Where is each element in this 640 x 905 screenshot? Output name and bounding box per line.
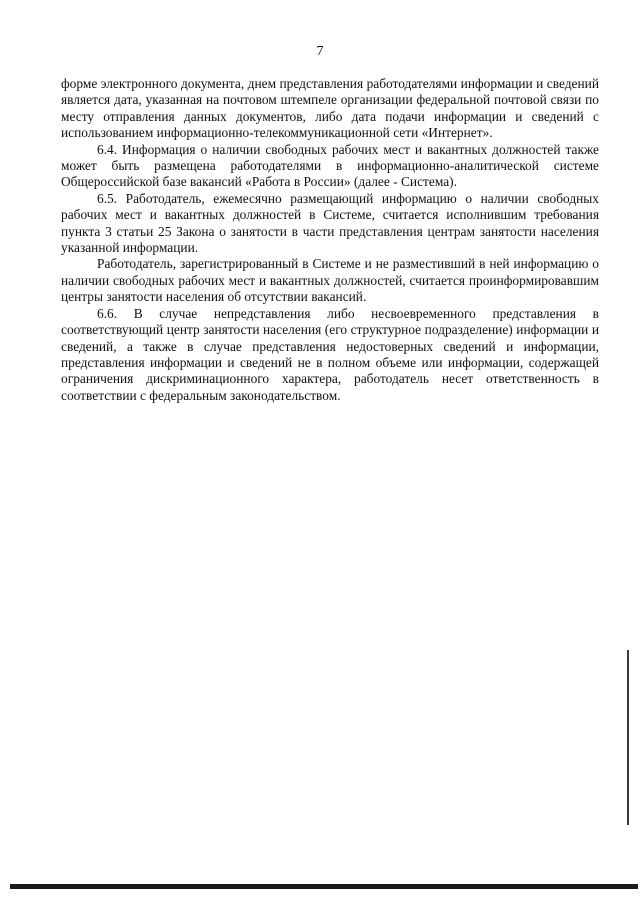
paragraph-6-6: 6.6. В случае непредставления либо несвоевременного представления в соответствующий центр занятости населения (его структурное подразделение) информации и сведений, а также в случае представления недостоверных сведений и информации, представления информации и сведений не в полном объеме или информации, содержащей ограничения дискриминационного характера, работодатель несет ответственность в соответствии с федеральным законодательством. [61,305,599,403]
page-number: 7 [316,44,324,59]
scan-edge-mark [627,650,629,825]
paragraph-employer-registered: Работодатель, зарегистрированный в Системе и не разместивший в ней информацию о наличии свободных рабочих мест и вакантных должностей, считается проинформировавшим центры занятости населения об отсутствии вакансий. [61,256,599,305]
paragraph-6-4: 6.4. Информация о наличии свободных рабочих мест и вакантных должностей также может быть размещена работодателями в информационно-аналитической системе Общероссийской базе вакансий «Работа в России» (далее - Система). [61,141,599,190]
paragraph-continuation: форме электронного документа, днем представления работодателями информации и сведений является дата, указанная на почтовом штемпеле организации федеральной почтовой связи по месту отправления данных документов, либо дата подачи информации и сведений с использованием информационно-телекоммуникационной сети «Интернет». [61,76,599,141]
scan-bottom-bar [10,884,638,889]
paragraph-6-5: 6.5. Работодатель, ежемесячно размещающий информацию о наличии свободных рабочих мест и вакантных должностей в Системе, считается исполнившим требования пункта 3 статьи 25 Закона о занятости в части представления центрам занятости населения указанной информации. [61,190,599,256]
document-body [61,76,599,404]
